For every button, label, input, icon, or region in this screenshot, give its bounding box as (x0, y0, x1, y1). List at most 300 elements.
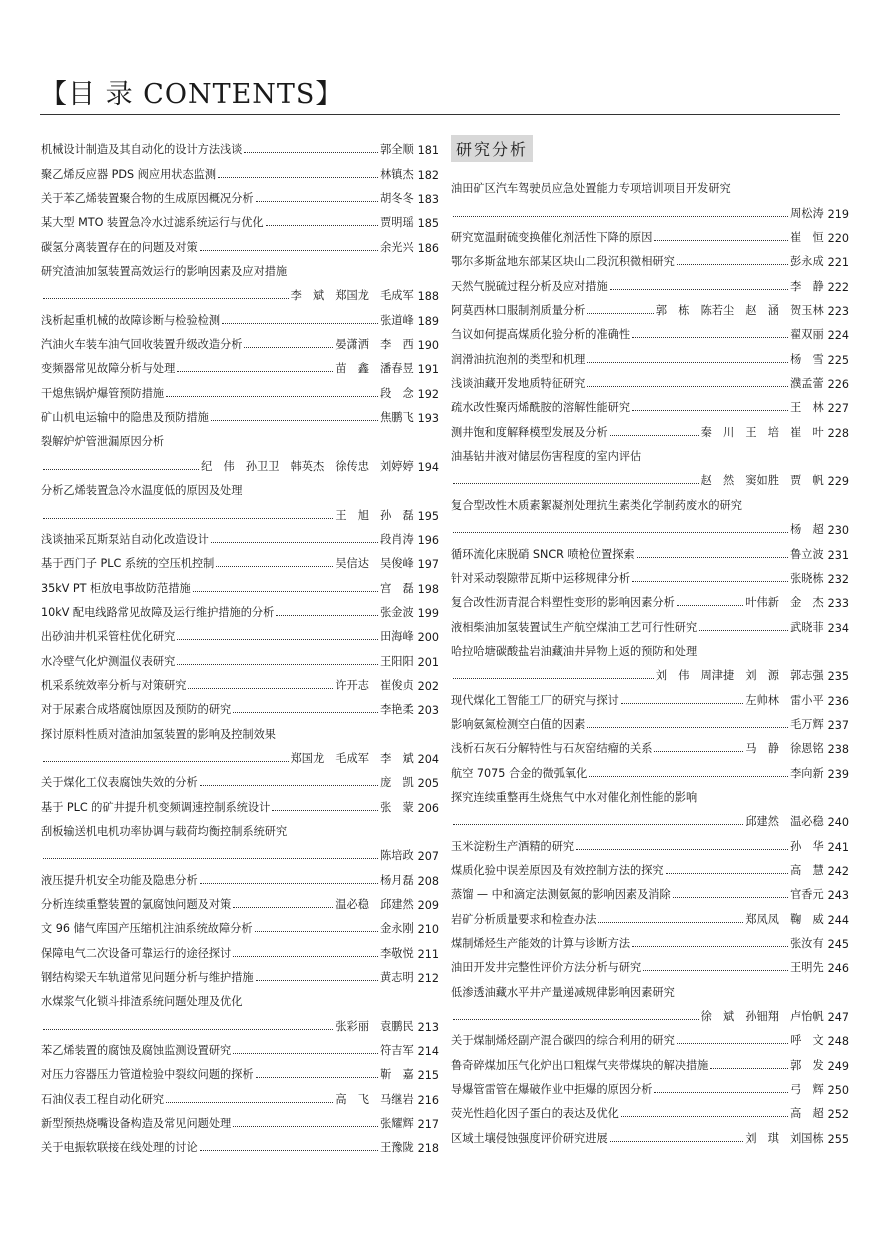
entry-page: 210 (417, 923, 439, 937)
entry-page: 201 (417, 655, 439, 669)
entry-authors: 余光兴 (380, 240, 414, 254)
entry-title: 液相柴油加氢装置试生产航空煤油工艺可行性研究 (451, 620, 698, 634)
entry-page: 231 (827, 548, 849, 562)
entry-title: 文 96 储气库国产压缩机注油系统故障分析 (41, 922, 253, 936)
entry-title: 浅析起重机械的故障诊断与检验检测 (41, 313, 221, 327)
toc-entry[interactable] (41, 766, 439, 790)
entry-authors: 刘 伟 周津捷 刘 源 郭志强 (655, 669, 824, 683)
dot-leader (177, 639, 378, 640)
entry-page: 238 (827, 743, 849, 757)
toc-entry[interactable] (41, 815, 439, 839)
dot-leader (43, 761, 289, 762)
entry-authors: 叶伟新 金 杰 (745, 596, 824, 610)
entry-authors: 郑国龙 毛成军 李 斌 (290, 751, 414, 765)
entry-page: 252 (827, 1108, 849, 1122)
entry-authors: 张道峰 (380, 313, 414, 327)
dot-leader (256, 201, 378, 202)
entry-page: 205 (417, 777, 439, 791)
entry-page: 208 (417, 874, 439, 888)
entry-page: 245 (827, 938, 849, 951)
entry-authors: 李 静 (790, 279, 824, 293)
toc-entry[interactable] (41, 425, 439, 449)
entry-page: 229 (827, 475, 849, 489)
entry-page: 240 (827, 816, 849, 830)
entry-authors: 焦鹏飞 (380, 411, 414, 425)
toc-entry[interactable] (41, 449, 439, 473)
entry-authors: 高 飞 马继岩 (335, 1092, 414, 1106)
entry-page: 181 (417, 144, 439, 158)
dot-leader (453, 216, 788, 217)
toc-column-left (41, 133, 439, 1155)
entry-authors: 彭永成 (790, 255, 824, 269)
entry-page: 186 (417, 241, 439, 255)
dot-leader (276, 615, 378, 616)
entry-authors: 张彩丽 袁鹏民 (335, 1019, 414, 1033)
entry-title: 10kV 配电线路常见故障及运行维护措施的分析 (41, 605, 275, 619)
entry-authors: 王 旭 孙 磊 (335, 508, 414, 522)
dot-leader (222, 323, 378, 324)
entry-page: 218 (417, 1142, 439, 1156)
dot-leader (43, 1029, 333, 1030)
entry-page: 215 (417, 1069, 439, 1083)
entry-authors: 郭 发 (790, 1058, 824, 1072)
dot-leader (218, 177, 378, 178)
toc-entry[interactable] (41, 571, 439, 595)
entry-authors: 张金波 (380, 605, 414, 619)
toc-column-right (451, 133, 849, 1146)
entry-authors: 郑凤凤 鞠 威 (745, 912, 824, 926)
entry-title: 鲁奇碎煤加压气化炉出口粗煤气夹带煤块的解决措施 (451, 1058, 709, 1072)
entry-page: 255 (827, 1132, 849, 1146)
entry-page: 222 (827, 280, 849, 294)
entry-page: 189 (417, 314, 439, 328)
toc-entry[interactable] (41, 1107, 439, 1131)
toc-entry[interactable] (451, 464, 849, 488)
entry-authors: 张 蒙 (380, 800, 414, 814)
toc-entry[interactable] (41, 401, 439, 425)
entry-title: 油田开发井完整性评价方法分析与研究 (451, 961, 642, 975)
toc-entry[interactable] (41, 790, 439, 814)
dot-leader (587, 313, 654, 314)
entry-authors: 马 静 徐恩铭 (745, 742, 824, 756)
entry-title: 哈拉哈塘碳酸盐岩油藏油井异物上返的预防和处理 (451, 644, 698, 658)
toc-entry[interactable] (41, 206, 439, 230)
entry-page: 204 (417, 752, 439, 766)
toc-entry[interactable] (41, 474, 439, 498)
toc-entry[interactable] (451, 756, 849, 780)
entry-page: 228 (827, 426, 849, 440)
toc-entry[interactable] (41, 255, 439, 279)
toc-entry[interactable] (451, 1073, 849, 1097)
toc-entry[interactable] (41, 279, 439, 303)
dot-leader (255, 931, 379, 932)
toc-entry[interactable] (451, 562, 849, 586)
toc-entry[interactable] (41, 888, 439, 912)
toc-entry[interactable] (41, 742, 439, 766)
dot-leader (587, 362, 788, 363)
entry-title: 基于 PLC 的矿井提升机变频调速控制系统设计 (41, 800, 271, 814)
toc-entry[interactable] (41, 376, 439, 400)
entry-title: 干熄焦锅炉爆管预防措施 (41, 386, 165, 400)
entry-title: 石油仪表工程自动化研究 (41, 1092, 165, 1106)
dot-leader (200, 250, 378, 251)
dot-leader (610, 289, 788, 290)
dot-leader (637, 557, 788, 558)
entry-title: 分析乙烯装置急冷水温度低的原因及处理 (41, 484, 243, 498)
toc-entry[interactable] (41, 133, 439, 157)
entry-title: 研究渣油加氢装置高效运行的影响因素及应对措施 (41, 265, 288, 279)
entry-authors: 周松涛 (790, 206, 824, 220)
dot-leader (453, 824, 743, 825)
entry-authors: 孙 华 (790, 839, 824, 853)
toc-entry[interactable] (41, 596, 439, 620)
toc-entry[interactable] (41, 230, 439, 254)
entry-page: 190 (417, 339, 439, 353)
entry-title: 聚乙烯反应器 PDS 阀应用状态监测 (41, 167, 217, 181)
dot-leader (587, 386, 788, 387)
toc-entry[interactable] (41, 669, 439, 693)
entry-authors: 苗 鑫 潘春昱 (335, 362, 414, 376)
entry-page: 226 (827, 378, 849, 392)
entry-page: 249 (827, 1059, 849, 1073)
entry-page: 246 (827, 962, 849, 976)
entry-authors: 段肖涛 (380, 532, 414, 546)
toc-entry[interactable] (451, 829, 849, 853)
entry-authors: 晏潇洒 李 西 (335, 338, 414, 352)
entry-title: 刍议如何提高煤质化验分析的准确性 (451, 328, 631, 342)
entry-page: 232 (827, 572, 849, 586)
dot-leader (211, 542, 378, 543)
entry-title: 关于苯乙烯装置聚合物的生成原因概况分析 (41, 192, 254, 206)
toc-entry[interactable] (41, 1131, 439, 1155)
dot-leader (677, 605, 744, 606)
dot-leader (673, 897, 788, 898)
toc-entry[interactable] (451, 367, 849, 391)
dot-leader (244, 152, 378, 153)
dot-leader (200, 785, 378, 786)
entry-title: 对于尿素合成塔腐蚀原因及预防的研究 (41, 703, 232, 717)
entry-title: 机械设计制造及其自动化的设计方法浅谈 (41, 143, 243, 157)
entry-page: 195 (417, 509, 439, 523)
toc-entry[interactable] (451, 1000, 849, 1024)
toc-entry[interactable] (41, 1058, 439, 1082)
entry-page: 244 (827, 913, 849, 927)
entry-authors: 秦 川 王 培 崔 叶 (700, 425, 824, 439)
entry-page: 239 (827, 767, 849, 781)
header-rule (40, 114, 840, 115)
dot-leader (643, 970, 788, 971)
entry-authors: 官香元 (790, 888, 824, 902)
entry-title: 鄂尔多斯盆地东部某区块山二段沉积微相研究 (451, 255, 675, 269)
dot-leader (610, 1141, 744, 1142)
entry-title: 水煤浆气化锁斗排渣系统问题处理及优化 (41, 995, 243, 1009)
entry-page: 188 (417, 290, 439, 304)
entry-page: 233 (827, 597, 849, 611)
toc-entry[interactable] (451, 781, 849, 805)
entry-page: 213 (417, 1020, 439, 1034)
entry-authors: 符吉军 (380, 1044, 414, 1058)
entry-authors: 张耀辉 (380, 1117, 414, 1131)
entry-page: 193 (417, 412, 439, 426)
entry-title: 出砂油井机采管柱优化研究 (41, 630, 176, 644)
entry-authors: 杨 雪 (790, 352, 824, 366)
entry-title: 刮板输送机电机功率协调与载荷均衡控制系统研究 (41, 824, 288, 838)
entry-title: 油基钻井液对储层伤害程度的室内评估 (451, 450, 642, 464)
toc-entry[interactable] (41, 620, 439, 644)
toc-entry[interactable] (451, 708, 849, 732)
entry-page: 216 (417, 1093, 439, 1107)
entry-authors: 张汝有 (790, 937, 824, 950)
toc-entry[interactable] (41, 157, 439, 181)
entry-page: 236 (827, 694, 849, 708)
entry-authors: 徐 斌 孙钿翔 卢怡帆 (700, 1010, 824, 1024)
dot-leader (200, 883, 378, 884)
entry-page: 230 (827, 524, 849, 538)
toc-entry[interactable] (41, 328, 439, 352)
entry-page: 185 (417, 217, 439, 231)
dot-leader (666, 873, 788, 874)
entry-authors: 毛万辉 (790, 717, 824, 731)
entry-authors: 刘 琪 刘国栋 (745, 1131, 824, 1145)
toc-entry[interactable] (451, 294, 849, 318)
dot-leader (710, 1068, 788, 1069)
entry-title: 研究宽温耐硫变换催化剂活性下降的原因 (451, 231, 653, 245)
entry-title: 针对采动裂隙带瓦斯中运移规律分析 (451, 571, 631, 585)
entry-page: 250 (827, 1084, 849, 1098)
dot-leader (266, 225, 378, 226)
toc-entry[interactable] (41, 936, 439, 960)
dot-leader (211, 420, 378, 421)
toc-entry[interactable] (451, 440, 849, 464)
toc-entry[interactable] (41, 523, 439, 547)
dot-leader (453, 1019, 699, 1020)
entry-authors: 高 慧 (790, 863, 824, 877)
toc-entry[interactable] (451, 1097, 849, 1121)
toc-entry[interactable] (451, 391, 849, 415)
toc-entry[interactable] (41, 693, 439, 717)
dot-leader (699, 630, 788, 631)
entry-title: 对压力容器压力管道检验中裂纹问题的探析 (41, 1068, 254, 1082)
section-heading: 研究分析 (451, 135, 533, 162)
toc-entry[interactable] (451, 732, 849, 756)
toc-entry[interactable] (451, 537, 849, 561)
entry-title: 矿山机电运输中的隐患及预防措施 (41, 411, 209, 425)
toc-entry[interactable] (451, 221, 849, 245)
dot-leader (677, 1043, 788, 1044)
toc-entry[interactable] (451, 318, 849, 342)
entry-page: 211 (417, 947, 439, 961)
entry-title: 探讨原料性质对渣油加氢装置的影响及控制效果 (41, 727, 276, 741)
entry-title: 润滑油抗泡剂的类型和机理 (451, 352, 586, 366)
entry-authors: 邱建然 温必稳 (745, 815, 824, 829)
entry-page: 182 (417, 168, 439, 182)
toc-entry[interactable] (41, 961, 439, 985)
entry-authors: 金永刚 (380, 922, 414, 936)
entry-page: 241 (827, 840, 849, 854)
toc-entry[interactable] (451, 659, 849, 683)
entry-page: 203 (417, 704, 439, 718)
dot-leader (43, 518, 333, 519)
entry-title: 保障电气二次设备可靠运行的途径探讨 (41, 946, 232, 960)
entry-page: 242 (827, 864, 849, 878)
entry-title: 新型预热烧嘴设备构造及常见问题处理 (41, 1117, 232, 1131)
toc-entry[interactable] (451, 927, 849, 951)
entry-title: 油田矿区汽车驾驶员应急处置能力专项培训项目开发研究 (451, 182, 731, 196)
toc-entry[interactable] (451, 805, 849, 829)
entry-title: 机采系统效率分析与对策研究 (41, 678, 187, 692)
entry-title: 煤质化验中误差原因及有效控制方法的探究 (451, 863, 664, 877)
entry-title: 分析连续重整装置的氯腐蚀问题及对策 (41, 898, 232, 911)
entry-page: 221 (827, 256, 849, 270)
toc-entry[interactable] (451, 1048, 849, 1072)
entry-title: 煤制烯烃生产能效的计算与诊断方法 (451, 937, 631, 950)
entry-title: 蒸馏 — 中和滴定法测氨氮的影响因素及消除 (451, 888, 671, 902)
dot-leader (621, 703, 743, 704)
entry-title: 浅谈油藏开发地质特征研究 (451, 377, 586, 391)
toc-entry[interactable] (451, 415, 849, 439)
entry-authors: 高 超 (790, 1107, 824, 1121)
dot-leader (632, 410, 788, 411)
dot-leader (256, 980, 378, 981)
entry-page: 196 (417, 533, 439, 547)
dot-leader (453, 678, 654, 679)
entry-authors: 吴信达 吴俊峰 (335, 557, 414, 571)
dot-leader (166, 396, 378, 397)
dot-leader (587, 727, 788, 728)
dot-leader (453, 483, 699, 484)
toc-entry[interactable] (451, 902, 849, 926)
toc-entry[interactable] (451, 1121, 849, 1145)
entry-authors: 杨 超 (790, 523, 824, 537)
entry-authors: 林镇杰 (380, 167, 414, 181)
entry-title: 汽油火车装车油气回收装置升级改造分析 (41, 338, 243, 352)
toc-entry[interactable] (451, 269, 849, 293)
entry-page: 219 (827, 207, 849, 221)
toc-entry[interactable] (41, 839, 439, 863)
entry-page: 191 (417, 363, 439, 377)
toc-entry[interactable] (41, 644, 439, 668)
entry-authors: 宫 磊 (380, 581, 414, 595)
entry-title: 苯乙烯装置的腐蚀及腐蚀监测设置研究 (41, 1044, 232, 1058)
entry-page: 235 (827, 670, 849, 684)
dot-leader (177, 664, 378, 665)
dot-leader (43, 298, 289, 299)
entry-page: 224 (827, 329, 849, 343)
toc-entry[interactable] (451, 975, 849, 999)
toc-entry[interactable] (451, 635, 849, 659)
dot-leader (233, 956, 378, 957)
toc-entry[interactable] (41, 1082, 439, 1106)
toc-entry[interactable] (451, 245, 849, 269)
dot-leader (244, 347, 333, 348)
toc-entry[interactable] (41, 717, 439, 741)
entry-authors: 李 斌 郑国龙 毛成军 (290, 289, 414, 303)
toc-entry[interactable] (41, 1034, 439, 1058)
dot-leader (654, 1092, 788, 1093)
entry-authors: 庞 凯 (380, 776, 414, 790)
toc-entry[interactable] (451, 854, 849, 878)
toc-entry[interactable] (41, 303, 439, 327)
toc-entry[interactable] (41, 1009, 439, 1033)
entry-authors: 杨月磊 (380, 873, 414, 887)
toc-entry[interactable] (451, 342, 849, 366)
dot-leader (43, 469, 199, 470)
entry-authors: 鲁立波 (790, 547, 824, 561)
entry-page: 212 (417, 972, 439, 986)
entry-page: 199 (417, 606, 439, 620)
entry-page: 206 (417, 801, 439, 815)
dot-leader (166, 1102, 333, 1103)
entry-title: 测井饱和度解释模型发展及分析 (451, 425, 608, 439)
toc-entry[interactable] (451, 951, 849, 975)
entry-page: 220 (827, 232, 849, 246)
toc-header (40, 70, 840, 116)
entry-page: 243 (827, 889, 849, 903)
entry-title: 复合型改性木质素絮凝剂处理抗生素类化学制药废水的研究 (451, 498, 742, 512)
toc-entry[interactable] (451, 513, 849, 537)
dot-leader (256, 1077, 378, 1078)
entry-authors: 濮孟蕾 (790, 377, 824, 391)
toc-entry[interactable] (451, 878, 849, 902)
entry-page: 217 (417, 1118, 439, 1132)
toc-entry[interactable] (41, 863, 439, 887)
entry-authors: 王阳阳 (380, 654, 414, 668)
toc-entry[interactable] (451, 488, 849, 512)
entry-authors: 郭 栋 陈若尘 赵 涵 贺玉林 (655, 304, 824, 318)
toc-entry[interactable] (41, 182, 439, 206)
entry-page: 192 (417, 387, 439, 401)
entry-title: 岩矿分析质量要求和检查办法 (451, 912, 597, 926)
toc-entry[interactable] (451, 586, 849, 610)
toc-entry[interactable] (41, 547, 439, 571)
entry-authors: 李敬悦 (380, 946, 414, 960)
entry-title: 浅谈抽采瓦斯泵站自动化改造设计 (41, 532, 209, 546)
entry-title: 现代煤化工智能工厂的研究与探讨 (451, 693, 619, 707)
dot-leader (233, 1126, 378, 1127)
toc-entry[interactable] (41, 985, 439, 1009)
toc-entry[interactable] (451, 172, 849, 196)
entry-authors: 弓 辉 (790, 1083, 824, 1097)
toc-entry[interactable] (451, 196, 849, 220)
entry-page: 214 (417, 1045, 439, 1059)
toc-entry[interactable] (451, 610, 849, 634)
dot-leader (610, 435, 699, 436)
entry-page: 194 (417, 460, 439, 474)
entry-title: 浅析石灰石分解特性与石灰窑结瘤的关系 (451, 742, 653, 756)
toc-entry[interactable] (451, 683, 849, 707)
entry-title: 导爆管雷管在爆破作业中拒爆的原因分析 (451, 1083, 653, 1097)
entry-authors: 田海峰 (380, 630, 414, 644)
entry-title: 关于电振软联接在线处理的讨论 (41, 1141, 198, 1155)
dot-leader (632, 946, 788, 947)
entry-page: 209 (417, 899, 439, 912)
toc-entry[interactable] (41, 352, 439, 376)
dot-leader (233, 712, 378, 713)
entry-title: 阿莫西林口服制剂质量分析 (451, 304, 586, 318)
entry-title: 区域土壤侵蚀强度评价研究进展 (451, 1131, 608, 1145)
toc-entry[interactable] (41, 912, 439, 936)
entry-authors: 靳 嘉 (380, 1068, 414, 1082)
dot-leader (43, 858, 378, 859)
dot-leader (654, 751, 743, 752)
entry-title: 荧光性趋化因子蛋白的表达及优化 (451, 1107, 619, 1121)
entry-title: 水冷壁气化炉测温仪表研究 (41, 654, 176, 668)
entry-title: 航空 7075 合金的微弧氧化 (451, 766, 588, 780)
toc-entry[interactable] (41, 498, 439, 522)
entry-title: 探究连续重整再生烧焦气中水对催化剂性能的影响 (451, 790, 698, 804)
toc-entry[interactable] (451, 1024, 849, 1048)
entry-authors: 翟双丽 (790, 328, 824, 342)
